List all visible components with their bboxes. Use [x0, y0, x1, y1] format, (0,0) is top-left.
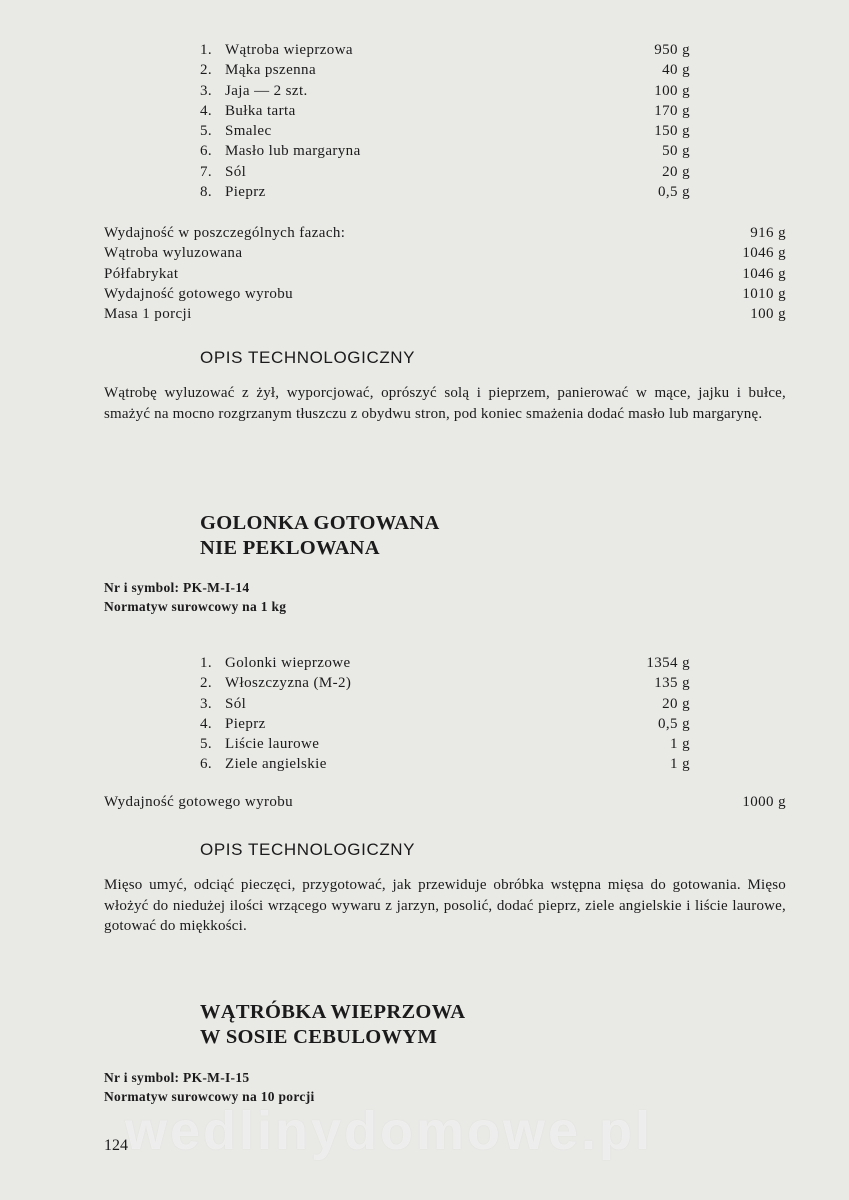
yield-label: Wątroba wyluzowana — [104, 245, 243, 262]
ingredient-name: Mąka pszenna — [225, 62, 317, 79]
ingredient-name: Bułka tarta — [225, 102, 296, 119]
ingredient-name: Pieprz — [225, 184, 266, 201]
ingredient-number: 4. — [200, 715, 213, 732]
ingredient-name-group — [200, 101, 296, 121]
recipe-title-line: W SOSIE CEBULOWYM — [200, 1026, 438, 1048]
yield-label: Wydajność gotowego wyrobu — [104, 285, 294, 302]
ingredient-qty: 0,5 g — [658, 184, 690, 201]
ingredient-name: Pieprz — [225, 715, 266, 732]
ingredient-qty: 150 g — [654, 123, 690, 140]
ingredient-row — [200, 81, 690, 101]
recipe-title-line: NIE PEKLOWANA — [200, 537, 380, 559]
ingredient-name-group — [200, 121, 272, 141]
ingredient-number: 6. — [200, 756, 213, 773]
ingredient-name-group — [200, 141, 361, 161]
page-number: 124 — [104, 1137, 128, 1154]
ingredient-number: 5. — [200, 123, 213, 140]
ingredient-name: Liście laurowe — [225, 736, 320, 753]
yield-list — [104, 792, 786, 812]
yield-row — [104, 284, 786, 304]
ingredient-name-group — [200, 754, 327, 774]
ingredient-name-group — [200, 714, 266, 734]
yield-qty: 1000 g — [742, 794, 786, 810]
ingredient-name-group — [200, 653, 351, 673]
ingredient-name: Sól — [225, 163, 247, 180]
recipe-title-line: WĄTRÓBKA WIEPRZOWA — [200, 1001, 466, 1023]
ingredient-row — [200, 653, 690, 673]
yield-row — [104, 264, 786, 284]
yield-qty: 1010 g — [742, 285, 786, 302]
ingredient-row — [200, 121, 690, 141]
ingredient-qty: 40 g — [662, 62, 690, 79]
ingredient-name-group — [200, 162, 246, 182]
ingredient-row — [200, 141, 690, 161]
recipe-normatyw: Normatyw surowcowy na 1 kg — [104, 598, 287, 614]
ingredient-name: Sól — [225, 695, 247, 712]
section-heading: OPIS TECHNOLOGICZNY — [200, 840, 416, 859]
ingredient-name: Masło lub margaryna — [225, 143, 361, 160]
ingredient-name-group — [200, 734, 319, 754]
yield-label: Półfabrykat — [104, 265, 179, 282]
ingredient-row — [200, 101, 690, 121]
ingredient-row — [200, 714, 690, 734]
ingredient-name-group — [200, 182, 266, 202]
yield-row — [104, 243, 786, 263]
recipe-normatyw: Normatyw surowcowy na 10 porcji — [104, 1088, 315, 1104]
ingredient-qty: 50 g — [662, 143, 690, 160]
ingredient-name: Jaja — 2 szt. — [225, 82, 308, 99]
recipe-symbol: Nr i symbol: PK-M-I-14 — [104, 580, 250, 595]
ingredient-qty: 100 g — [654, 82, 690, 99]
yield-qty: 1046 g — [742, 245, 786, 262]
ingredient-qty: 170 g — [654, 102, 690, 119]
ingredient-name: Smalec — [225, 123, 272, 140]
ingredient-qty: 1 g — [670, 756, 690, 773]
ingredient-number: 5. — [200, 736, 213, 753]
ingredient-qty: 950 g — [654, 42, 690, 58]
ingredient-number: 1. — [200, 42, 213, 58]
ingredient-name: Golonki wieprzowe — [225, 655, 351, 671]
description-paragraph: Wątrobę wyluzować z żył, wyporcjować, oprószyć solą i pieprzem, panierować w mące, jajku i bułce, smażyć na mocno rozgrzanym tłuszczu z obydwu stron, pod koniec smażenia dodać masło lub margarynę. — [104, 385, 786, 422]
yield-label: Masa 1 porcji — [104, 306, 192, 323]
description-paragraph: Mięso umyć, odciąć pieczęci, przygotować, jak przewiduje obróbka wstępna mięsa do gotowania. Mięso włożyć do niedużej ilości wrzącego wywaru z jarzyn, posolić, dodać pieprz, ziele angielskie i liście laurowe, gotować do miękkości. — [104, 877, 786, 934]
ingredient-qty: 1354 g — [646, 655, 690, 671]
ingredient-name-group — [200, 673, 351, 693]
yield-label: Wydajność w poszczególnych fazach: — [104, 225, 346, 241]
yield-row — [104, 792, 786, 812]
ingredient-row — [200, 694, 690, 714]
recipe-title — [200, 1000, 465, 1050]
ingredient-row — [200, 754, 690, 774]
ingredient-row — [200, 40, 690, 60]
ingredient-number: 2. — [200, 675, 213, 692]
ingredient-number: 1. — [200, 655, 213, 671]
yield-row — [104, 304, 786, 324]
ingredient-name-group — [200, 40, 353, 60]
recipe-title — [200, 511, 440, 561]
section-heading: OPIS TECHNOLOGICZNY — [200, 348, 416, 367]
ingredient-name-group — [200, 694, 246, 714]
yield-label: Wydajność gotowego wyrobu — [104, 794, 294, 810]
yield-qty: 100 g — [750, 306, 786, 323]
yield-qty: 916 g — [750, 225, 786, 241]
ingredient-number: 2. — [200, 62, 213, 79]
recipe-title-line: GOLONKA GOTOWANA — [200, 512, 440, 534]
ingredient-number: 3. — [200, 82, 213, 99]
ingredient-list — [200, 40, 690, 202]
ingredient-qty: 20 g — [662, 163, 690, 180]
ingredient-number: 6. — [200, 143, 213, 160]
ingredient-list — [200, 653, 690, 775]
ingredient-qty: 135 g — [654, 675, 690, 692]
ingredient-number: 4. — [200, 102, 213, 119]
ingredient-qty: 1 g — [670, 736, 690, 753]
ingredient-name: Włoszczyzna (M-2) — [225, 675, 352, 692]
ingredient-number: 8. — [200, 184, 213, 201]
ingredient-number: 7. — [200, 163, 213, 180]
ingredient-row — [200, 162, 690, 182]
ingredient-qty: 0,5 g — [658, 715, 690, 732]
yield-qty: 1046 g — [742, 265, 786, 282]
recipe-symbol: Nr i symbol: PK-M-I-15 — [104, 1070, 250, 1085]
yield-row — [104, 223, 786, 243]
ingredient-name-group — [200, 60, 316, 80]
ingredient-row — [200, 182, 690, 202]
ingredient-number: 3. — [200, 695, 213, 712]
watermark: wedlinydomowe.pl — [125, 1101, 654, 1161]
ingredient-row — [200, 734, 690, 754]
ingredient-qty: 20 g — [662, 695, 690, 712]
recipe-meta — [104, 579, 286, 616]
ingredient-row — [200, 60, 690, 80]
ingredient-row — [200, 673, 690, 693]
yield-list — [104, 223, 786, 324]
ingredient-name-group — [200, 81, 308, 101]
ingredient-name: Wątroba wieprzowa — [225, 42, 353, 58]
ingredient-name: Ziele angielskie — [225, 756, 327, 773]
